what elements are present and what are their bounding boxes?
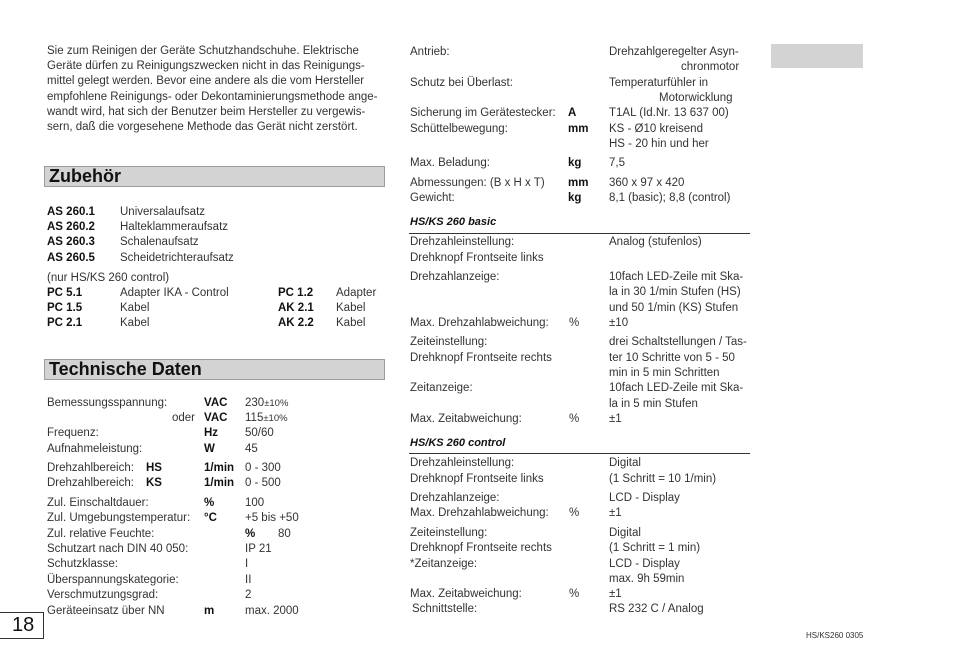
- spec-value: I: [245, 558, 249, 570]
- spec-label: Drehknopf Frontseite rechts: [410, 352, 552, 364]
- accessory-name: Halteklammeraufsatz: [120, 221, 229, 233]
- intro-line: Geräte dürfen zu Reinigungszwecken nicht in das Reinigungs-: [47, 60, 365, 73]
- spec-value: max. 2000: [245, 605, 299, 617]
- spec-value: 115±10%: [245, 412, 288, 424]
- intro-paragraph: [47, 44, 385, 135]
- spec-unit: 1/min: [204, 462, 235, 474]
- footer-code: HS/KS260 0305: [806, 631, 864, 640]
- intro-line: mittel gelegt werden. Bevor eine andere als die vom Hersteller: [47, 75, 365, 88]
- spec-value: +5 bis +50: [245, 512, 299, 524]
- spec-value: la in 5 min Stufen: [609, 398, 698, 410]
- spec-value: 80: [278, 528, 291, 540]
- spec-label: *Zeitanzeige:: [410, 558, 478, 570]
- spec-label: Max. Drehzahlabweichung:: [410, 507, 549, 519]
- spec-label: Drehknopf Frontseite rechts: [410, 542, 552, 554]
- technische-daten-heading-bar: [44, 359, 385, 380]
- spec-unit: VAC: [204, 412, 228, 424]
- spec-value: KS - Ø10 kreisend: [609, 123, 703, 135]
- spec-value: und 50 1/min (KS) Stufen: [609, 302, 739, 314]
- spec-model: KS: [146, 477, 162, 489]
- basic-subheading: HS/KS 260 basic: [410, 216, 497, 228]
- spec-unit: mm: [568, 123, 589, 135]
- spec-unit: W: [204, 443, 215, 455]
- spec-label: Drehzahleinstellung:: [410, 236, 515, 248]
- spec-value: IP 21: [245, 543, 272, 555]
- accessory-code: AS 260.5: [47, 252, 95, 264]
- spec-value: 360 x 97 x 420: [609, 177, 685, 189]
- spec-unit: %: [245, 528, 256, 540]
- spec-value: ±10: [609, 317, 629, 329]
- spec-unit: m: [204, 605, 215, 617]
- spec-label: Verschmutzungsgrad:: [47, 589, 159, 601]
- spec-value: ±1: [609, 588, 622, 600]
- spec-unit: kg: [568, 192, 582, 204]
- spec-unit: %: [569, 317, 580, 329]
- spec-value: 7,5: [609, 157, 625, 169]
- spec-value: T1AL (Id.Nr. 13 637 00): [609, 107, 729, 119]
- spec-value: chronmotor: [681, 61, 740, 73]
- spec-label: Max. Drehzahlabweichung:: [410, 317, 549, 329]
- accessory-name: Kabel: [120, 317, 150, 329]
- spec-value: Analog (stufenlos): [609, 236, 702, 248]
- spec-unit: Hz: [204, 427, 219, 439]
- intro-line: Sie zum Reinigen der Geräte Schutzhandschuhe. Elektrische: [47, 45, 359, 57]
- spec-label: Sicherung im Gerätestecker:: [410, 107, 556, 119]
- section-tab-marker: [771, 44, 863, 68]
- spec-value: la in 30 1/min Stufen (HS): [609, 286, 741, 298]
- zubehoer-heading: Zubehör: [49, 166, 121, 186]
- spec-value: RS 232 C / Analog: [609, 603, 704, 615]
- control-subheading: HS/KS 260 control: [410, 437, 506, 449]
- intro-line: wandt wird, hat sich der Benutzer beim Hersteller zu vergewis-: [47, 105, 366, 118]
- spec-label: Max. Beladung:: [410, 157, 490, 169]
- accessory-name: Adapter: [336, 287, 377, 299]
- accessory-name: Schalenaufsatz: [120, 236, 199, 248]
- accessory-code: PC 1.5: [47, 302, 83, 314]
- spec-unit: mm: [568, 177, 589, 189]
- spec-label: Schüttelbewegung:: [410, 123, 508, 135]
- spec-value: 10fach LED-Zeile mit Ska-: [609, 382, 744, 394]
- basic-divider: [409, 233, 750, 234]
- spec-label: Überspannungskategorie:: [47, 574, 179, 586]
- spec-label: Drehzahlanzeige:: [410, 492, 500, 504]
- spec-label: Schutzklasse:: [47, 558, 118, 570]
- spec-label: Zeiteinstellung:: [410, 336, 488, 348]
- spec-label: Zul. Einschaltdauer:: [47, 497, 149, 509]
- spec-value: max. 9h 59min: [609, 573, 685, 585]
- spec-label: Gewicht:: [410, 192, 455, 204]
- spec-value: 50/60: [245, 427, 274, 439]
- spec-label: Schutzart nach DIN 40 050:: [47, 543, 189, 555]
- accessory-name: Kabel: [336, 317, 366, 329]
- spec-value: 230±10%: [245, 397, 289, 409]
- spec-value: 45: [245, 443, 258, 455]
- spec-label: Max. Zeitabweichung:: [410, 588, 522, 600]
- spec-label: Bemessungsspannung:: [47, 397, 168, 409]
- spec-unit: 1/min: [204, 477, 235, 489]
- spec-value: (1 Schritt = 10 1/min): [609, 473, 717, 485]
- spec-value: Motorwicklung: [659, 92, 733, 104]
- spec-value: ±1: [609, 413, 622, 425]
- spec-label: oder: [172, 412, 196, 424]
- intro-line: empfohlene Reinigungs- oder Dekontaminierungsmethode ange-: [47, 90, 378, 103]
- spec-label: Zeitanzeige:: [410, 382, 473, 394]
- accessory-name: Kabel: [120, 302, 150, 314]
- spec-value: 8,1 (basic); 8,8 (control): [609, 192, 731, 204]
- spec-label: Drehzahlbereich:: [47, 462, 134, 474]
- accessory-name: Kabel: [336, 302, 366, 314]
- spec-value: Drehzahlgeregelter Asyn-: [609, 46, 739, 58]
- spec-label: Drehzahlbereich:: [47, 477, 134, 489]
- accessory-code: PC 2.1: [47, 317, 83, 329]
- spec-value: 0 - 500: [245, 477, 281, 489]
- spec-value: ±1: [609, 507, 622, 519]
- spec-unit: °C: [204, 512, 217, 524]
- spec-value: 2: [245, 589, 252, 601]
- spec-unit: %: [569, 507, 580, 519]
- spec-label: Geräteeinsatz über NN: [47, 605, 165, 617]
- spec-value: Temperaturfühler in: [609, 77, 709, 89]
- spec-model: HS: [146, 462, 162, 474]
- spec-label: Aufnahmeleistung:: [47, 443, 143, 455]
- spec-value: II: [245, 574, 252, 586]
- technische-daten-heading: Technische Daten: [49, 359, 202, 379]
- spec-label: Schnittstelle:: [412, 603, 478, 615]
- spec-value: LCD - Display: [609, 492, 680, 504]
- spec-unit: %: [569, 413, 580, 425]
- zubehoer-heading-bar: [44, 166, 385, 187]
- accessory-name: Adapter IKA - Control: [120, 287, 229, 299]
- accessory-code: AS 260.1: [47, 206, 95, 218]
- spec-label: Zeiteinstellung:: [410, 527, 488, 539]
- accessory-code: AK 2.1: [278, 302, 314, 314]
- spec-label: Max. Zeitabweichung:: [410, 413, 522, 425]
- spec-label: Schutz bei Überlast:: [410, 77, 513, 89]
- spec-value: HS - 20 hin und her: [609, 138, 709, 150]
- spec-value: 10fach LED-Zeile mit Ska-: [609, 271, 744, 283]
- spec-value: drei Schaltstellungen / Tas-: [609, 336, 747, 348]
- spec-value: min in 5 min Schritten: [609, 367, 720, 379]
- spec-label: Drehknopf Frontseite links: [410, 252, 544, 264]
- spec-label: Drehzahleinstellung:: [410, 457, 515, 469]
- accessory-code: PC 5.1: [47, 287, 83, 299]
- spec-unit: %: [569, 588, 580, 600]
- control-note: (nur HS/KS 260 control): [47, 272, 170, 284]
- spec-value: 100: [245, 497, 265, 509]
- spec-value: (1 Schritt = 1 min): [609, 542, 701, 554]
- spec-unit: VAC: [204, 397, 228, 409]
- control-divider: [409, 453, 750, 454]
- spec-unit: %: [204, 497, 215, 509]
- spec-label: Abmessungen: (B x H x T): [410, 177, 545, 189]
- accessory-code: PC 1.2: [278, 287, 314, 299]
- accessory-name: Universalaufsatz: [120, 206, 206, 218]
- accessory-code: AK 2.2: [278, 317, 314, 329]
- spec-label: Frequenz:: [47, 427, 99, 439]
- spec-value: LCD - Display: [609, 558, 680, 570]
- accessory-code: AS 260.3: [47, 236, 95, 248]
- spec-value: Digital: [609, 457, 641, 469]
- accessory-code: AS 260.2: [47, 221, 95, 233]
- spec-label: Zul. Umgebungstemperatur:: [47, 512, 191, 524]
- spec-label: Antrieb:: [410, 46, 450, 58]
- spec-value: 0 - 300: [245, 462, 281, 474]
- spec-value: Digital: [609, 527, 641, 539]
- accessory-name: Scheidetrichteraufsatz: [120, 252, 234, 264]
- spec-unit: A: [568, 107, 577, 119]
- spec-unit: kg: [568, 157, 582, 169]
- intro-line: sern, daß die vorgesehene Methode das Gerät nicht zerstört.: [47, 121, 358, 134]
- spec-label: Zul. relative Feuchte:: [47, 528, 155, 540]
- spec-value: ter 10 Schritte von 5 - 50: [609, 352, 735, 364]
- spec-label: Drehzahlanzeige:: [410, 271, 500, 283]
- spec-label: Drehknopf Frontseite links: [410, 473, 544, 485]
- page-number: 18: [12, 614, 35, 636]
